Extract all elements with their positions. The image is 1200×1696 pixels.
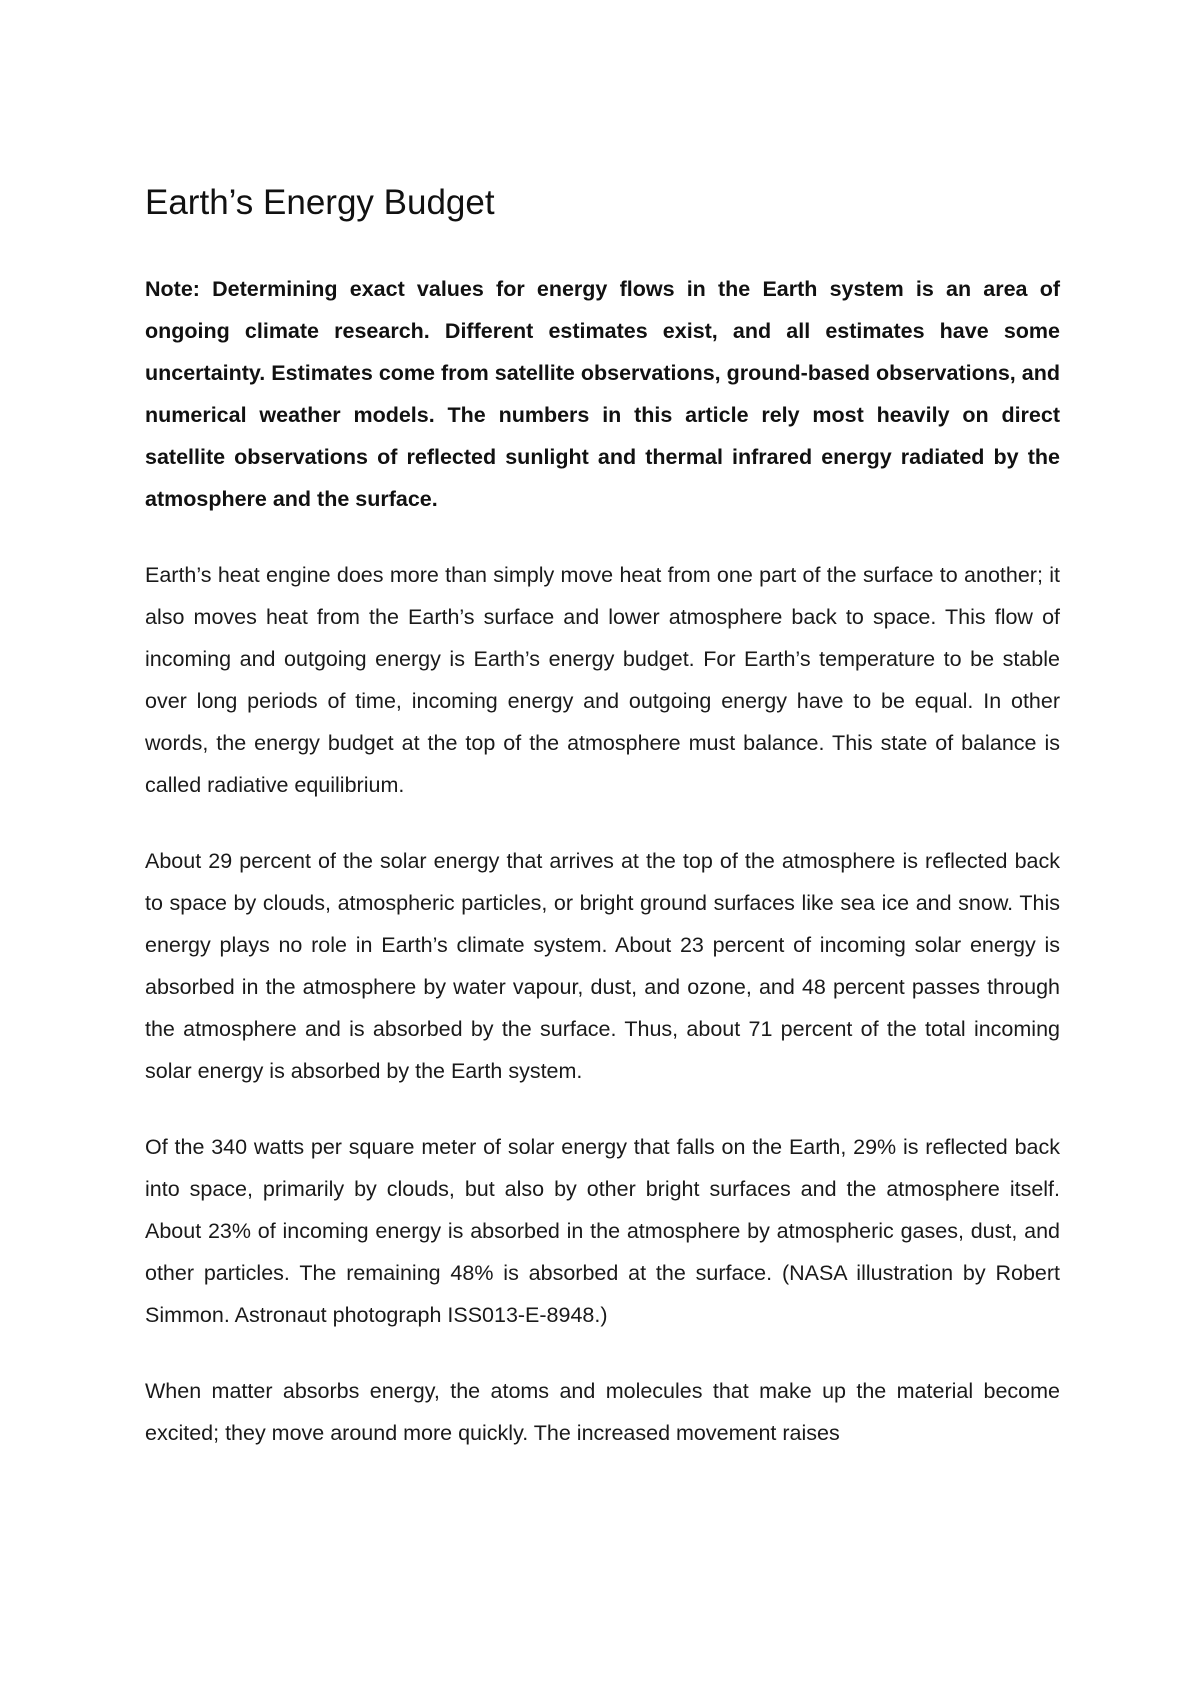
body-paragraph-1: Earth’s heat engine does more than simply move heat from one part of the surface to another; it also moves heat from the Earth’s surface and lower atmosphere back to space. This flow of incoming and outgoing energy is Earth’s energy budget. For Earth’s temperature to be stable over long periods of time, incoming energy and outgoing energy have to be equal. In other words, the energy budget at the top of the atmosphere must balance. This state of balance is called radiative equilibrium.	[145, 563, 1060, 797]
document-page	[145, 180, 1060, 1454]
note-paragraph: Note: Determining exact values for energy flows in the Earth system is an area of ongoing climate research. Different estimates exist, and all estimates have some uncertainty. Estimates come from satellite observations, ground-based observations, and numerical weather models. The numbers in this article rely most heavily on direct satellite observations of reflected sunlight and thermal infrared energy radiated by the atmosphere and the surface.	[145, 277, 1060, 511]
body-paragraph-3: Of the 340 watts per square meter of solar energy that falls on the Earth, 29% is reflected back into space, primarily by clouds, but also by other bright surfaces and the atmosphere itself. About 23% of incoming energy is absorbed in the atmosphere by atmospheric gases, dust, and other particles. The remaining 48% is absorbed at the surface. (NASA illustration by Robert Simmon. Astronaut photograph ISS013-E-8948.)	[145, 1135, 1060, 1327]
body-paragraph-4: When matter absorbs energy, the atoms and molecules that make up the material become excited; they move around more quickly. The increased movement raises	[145, 1379, 1060, 1445]
body-paragraph-2: About 29 percent of the solar energy that arrives at the top of the atmosphere is reflected back to space by clouds, atmospheric particles, or bright ground surfaces like sea ice and snow. This energy plays no role in Earth’s climate system. About 23 percent of incoming solar energy is absorbed in the atmosphere by water vapour, dust, and ozone, and 48 percent passes through the atmosphere and is absorbed by the surface. Thus, about 71 percent of the total incoming solar energy is absorbed by the Earth system.	[145, 849, 1060, 1083]
page-title: Earth’s Energy Budget	[145, 183, 495, 222]
